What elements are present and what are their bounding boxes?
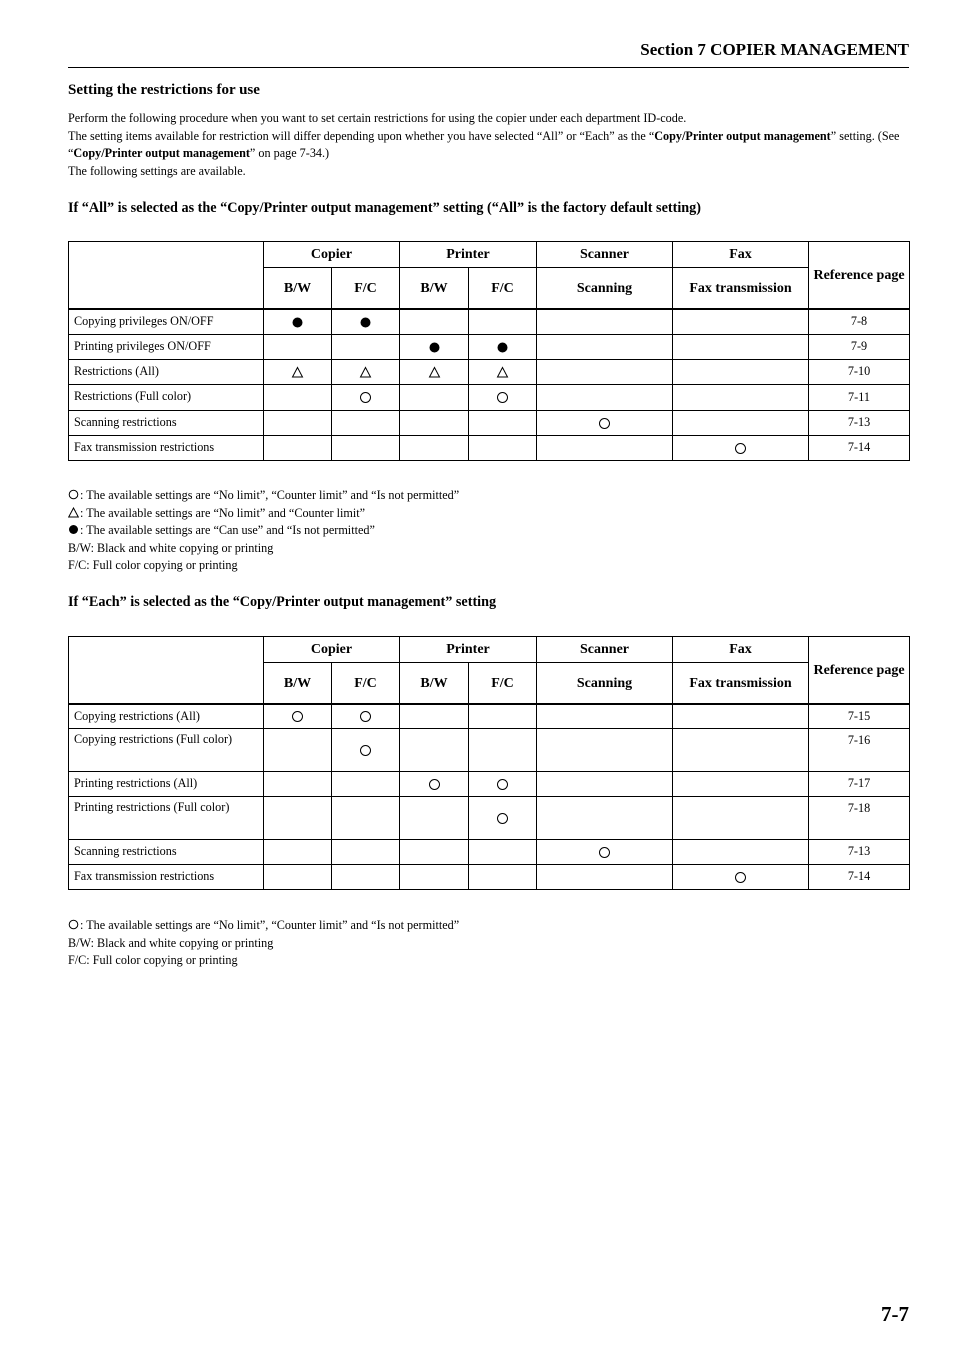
header-rule bbox=[68, 67, 909, 68]
table-row bbox=[69, 839, 910, 864]
cell-scanning bbox=[537, 359, 673, 384]
header-copier-bw: B/W bbox=[264, 663, 332, 705]
cell-fax-transmission bbox=[673, 359, 809, 384]
filled-dot-icon bbox=[359, 316, 372, 329]
cell-printer-bw bbox=[400, 704, 469, 728]
header-copier: Copier bbox=[264, 242, 400, 268]
row-reference-page: 7-16 bbox=[809, 728, 910, 771]
cell-scanning bbox=[537, 771, 673, 796]
legend-fc: F/C: Full color copying or printing bbox=[68, 558, 238, 573]
intro-text bbox=[68, 110, 909, 180]
cell-copier-bw bbox=[264, 359, 332, 384]
row-label: Fax transmission restrictions bbox=[69, 435, 264, 460]
header-copier-fc: F/C bbox=[332, 268, 400, 310]
row-reference-page: 7-13 bbox=[809, 410, 910, 435]
row-reference-page: 7-13 bbox=[809, 839, 910, 864]
header-copier-bw: B/W bbox=[264, 268, 332, 310]
cell-copier-fc bbox=[332, 435, 400, 460]
circle-icon bbox=[496, 391, 509, 404]
row-label: Copying privileges ON/OFF bbox=[69, 309, 264, 334]
cell-scanning bbox=[537, 839, 673, 864]
cell-fax-transmission bbox=[673, 796, 809, 839]
cell-scanning bbox=[537, 334, 673, 359]
row-label: Restrictions (All) bbox=[69, 359, 264, 384]
header-printer-fc: F/C bbox=[469, 268, 537, 310]
row-reference-page: 7-14 bbox=[809, 864, 910, 889]
circle-icon bbox=[734, 442, 747, 455]
legend-each bbox=[68, 917, 459, 970]
header-blank bbox=[69, 242, 264, 310]
cell-copier-fc bbox=[332, 309, 400, 334]
circle-icon bbox=[598, 417, 611, 430]
cell-printer-bw bbox=[400, 771, 469, 796]
legend-dot-text: : The available settings are “Can use” and “Is not permitted” bbox=[80, 523, 375, 538]
row-reference-page: 7-18 bbox=[809, 796, 910, 839]
cell-printer-bw bbox=[400, 359, 469, 384]
cell-printer-bw bbox=[400, 839, 469, 864]
cell-copier-fc bbox=[332, 839, 400, 864]
row-reference-page: 7-14 bbox=[809, 435, 910, 460]
cell-printer-bw bbox=[400, 864, 469, 889]
table-row bbox=[69, 704, 910, 728]
page-subtitle: Setting the restrictions for use bbox=[68, 82, 260, 98]
legend-circle-text: : The available settings are “No limit”, “Counter limit” and “Is not permitted” bbox=[80, 918, 460, 932]
cell-printer-bw bbox=[400, 410, 469, 435]
table-all bbox=[68, 241, 910, 461]
legend-dot bbox=[68, 522, 459, 540]
page-number: 7-7 bbox=[881, 1302, 909, 1326]
intro-line-2-c: ” on page 7-34.) bbox=[249, 146, 330, 161]
table-row bbox=[69, 796, 910, 839]
triangle-icon bbox=[359, 366, 372, 379]
cell-printer-fc bbox=[469, 384, 537, 410]
table-row bbox=[69, 334, 910, 359]
row-label: Copying restrictions (Full color) bbox=[69, 728, 264, 771]
cell-copier-fc bbox=[332, 334, 400, 359]
legend-triangle-text: : The available settings are “No limit” and “Counter limit” bbox=[80, 505, 366, 520]
legend-bw: B/W: Black and white copying or printing bbox=[68, 935, 274, 950]
row-reference-page: 7-9 bbox=[809, 334, 910, 359]
cell-copier-fc bbox=[332, 410, 400, 435]
row-label: Fax transmission restrictions bbox=[69, 864, 264, 889]
cell-printer-bw bbox=[400, 384, 469, 410]
table-each bbox=[68, 636, 910, 890]
intro-bold-1: Copy/Printer output management bbox=[654, 128, 831, 143]
cell-fax-transmission bbox=[673, 839, 809, 864]
header-printer: Printer bbox=[400, 242, 537, 268]
circle-icon bbox=[359, 744, 372, 757]
cell-copier-bw bbox=[264, 384, 332, 410]
row-reference-page: 7-11 bbox=[809, 384, 910, 410]
cell-fax-transmission bbox=[673, 309, 809, 334]
table-row bbox=[69, 359, 910, 384]
row-label: Printing restrictions (Full color) bbox=[69, 796, 264, 839]
intro-line-3: The following settings are available. bbox=[68, 163, 246, 178]
cell-fax-transmission bbox=[673, 771, 809, 796]
cell-printer-bw bbox=[400, 334, 469, 359]
circle-icon bbox=[496, 812, 509, 825]
cell-copier-bw bbox=[264, 771, 332, 796]
header-scanning: Scanning bbox=[537, 268, 673, 310]
cell-scanning bbox=[537, 384, 673, 410]
triangle-icon bbox=[291, 366, 304, 379]
cell-printer-bw bbox=[400, 728, 469, 771]
table-row bbox=[69, 864, 910, 889]
intro-line-2-a: The setting items available for restriction will differ depending upon whether you have selected “All” or “Each” as the “ bbox=[68, 128, 655, 143]
legend-triangle bbox=[68, 505, 459, 523]
triangle-icon bbox=[428, 366, 441, 379]
intro-line-2 bbox=[68, 128, 909, 163]
cell-copier-fc bbox=[332, 704, 400, 728]
cell-printer-fc bbox=[469, 359, 537, 384]
cell-copier-fc bbox=[332, 359, 400, 384]
cell-printer-bw bbox=[400, 309, 469, 334]
cell-printer-fc bbox=[469, 728, 537, 771]
filled-dot-icon bbox=[68, 524, 79, 535]
cell-copier-bw bbox=[264, 435, 332, 460]
header-printer-fc: F/C bbox=[469, 663, 537, 705]
legend-circle bbox=[68, 487, 459, 505]
cell-fax-transmission bbox=[673, 334, 809, 359]
cell-copier-bw bbox=[264, 728, 332, 771]
cell-fax-transmission bbox=[673, 704, 809, 728]
row-label: Restrictions (Full color) bbox=[69, 384, 264, 410]
intro-line-1: Perform the following procedure when you want to set certain restrictions for using the copier under each department ID-code. bbox=[68, 111, 687, 125]
cell-printer-fc bbox=[469, 309, 537, 334]
intro-bold-2: Copy/Printer output management bbox=[73, 146, 250, 161]
row-label: Scanning restrictions bbox=[69, 839, 264, 864]
header-copier: Copier bbox=[264, 637, 400, 663]
legend-circle-text: : The available settings are “No limit”, “Counter limit” and “Is not permitted” bbox=[80, 488, 460, 502]
cell-scanning bbox=[537, 309, 673, 334]
cell-fax-transmission bbox=[673, 384, 809, 410]
cell-scanning bbox=[537, 435, 673, 460]
header-scanner: Scanner bbox=[537, 637, 673, 663]
cell-fax-transmission bbox=[673, 410, 809, 435]
table-row bbox=[69, 771, 910, 796]
circle-icon bbox=[428, 778, 441, 791]
table-row bbox=[69, 728, 910, 771]
cell-printer-fc bbox=[469, 796, 537, 839]
header-blank bbox=[69, 637, 264, 705]
cell-scanning bbox=[537, 796, 673, 839]
row-reference-page: 7-17 bbox=[809, 771, 910, 796]
filled-dot-icon bbox=[428, 341, 441, 354]
circle-icon bbox=[734, 871, 747, 884]
cell-scanning bbox=[537, 864, 673, 889]
table-row bbox=[69, 435, 910, 460]
header-printer: Printer bbox=[400, 637, 537, 663]
legend-bw: B/W: Black and white copying or printing bbox=[68, 540, 274, 555]
header-fax: Fax bbox=[673, 242, 809, 268]
triangle-icon bbox=[496, 366, 509, 379]
cell-printer-fc bbox=[469, 864, 537, 889]
cell-scanning bbox=[537, 410, 673, 435]
row-label: Printing privileges ON/OFF bbox=[69, 334, 264, 359]
table-row bbox=[69, 309, 910, 334]
legend-circle bbox=[68, 917, 459, 935]
circle-icon bbox=[359, 391, 372, 404]
cell-printer-fc bbox=[469, 435, 537, 460]
legend-all bbox=[68, 487, 459, 575]
cell-printer-bw bbox=[400, 435, 469, 460]
cell-fax-transmission bbox=[673, 728, 809, 771]
table-all-body bbox=[69, 309, 910, 460]
row-label: Printing restrictions (All) bbox=[69, 771, 264, 796]
circle-icon bbox=[359, 710, 372, 723]
header-reference-page: Reference page bbox=[809, 242, 910, 310]
cell-printer-fc bbox=[469, 410, 537, 435]
cell-copier-bw bbox=[264, 864, 332, 889]
cell-scanning bbox=[537, 704, 673, 728]
circle-icon bbox=[68, 919, 79, 930]
row-reference-page: 7-15 bbox=[809, 704, 910, 728]
cell-copier-fc bbox=[332, 864, 400, 889]
header-printer-bw: B/W bbox=[400, 663, 469, 705]
row-reference-page: 7-10 bbox=[809, 359, 910, 384]
cell-printer-fc bbox=[469, 334, 537, 359]
table-row bbox=[69, 410, 910, 435]
cell-printer-fc bbox=[469, 839, 537, 864]
row-label: Copying restrictions (All) bbox=[69, 704, 264, 728]
cell-printer-fc bbox=[469, 771, 537, 796]
header-fax-transmission: Fax transmission bbox=[673, 268, 809, 310]
circle-icon bbox=[598, 846, 611, 859]
circle-icon bbox=[496, 778, 509, 791]
table-each-body bbox=[69, 704, 910, 889]
heading-each: If “Each” is selected as the “Copy/Printer output management” setting bbox=[68, 594, 497, 610]
heading-all: If “All” is selected as the “Copy/Printer output management” setting (“All” is the factory default setting) bbox=[68, 200, 701, 216]
cell-copier-fc bbox=[332, 796, 400, 839]
cell-copier-bw bbox=[264, 309, 332, 334]
cell-fax-transmission bbox=[673, 864, 809, 889]
header-printer-bw: B/W bbox=[400, 268, 469, 310]
header-fax-transmission: Fax transmission bbox=[673, 663, 809, 705]
cell-copier-bw bbox=[264, 334, 332, 359]
cell-copier-bw bbox=[264, 704, 332, 728]
cell-copier-fc bbox=[332, 728, 400, 771]
cell-copier-bw bbox=[264, 796, 332, 839]
filled-dot-icon bbox=[496, 341, 509, 354]
intro-line-2-b: ” setting. (See “ bbox=[68, 128, 900, 161]
row-reference-page: 7-8 bbox=[809, 309, 910, 334]
filled-dot-icon bbox=[291, 316, 304, 329]
table-row bbox=[69, 384, 910, 410]
legend-fc: F/C: Full color copying or printing bbox=[68, 953, 238, 968]
cell-copier-bw bbox=[264, 839, 332, 864]
section-header: Section 7 COPIER MANAGEMENT bbox=[640, 40, 909, 59]
cell-printer-fc bbox=[469, 704, 537, 728]
row-label: Scanning restrictions bbox=[69, 410, 264, 435]
header-fax: Fax bbox=[673, 637, 809, 663]
cell-copier-fc bbox=[332, 771, 400, 796]
header-copier-fc: F/C bbox=[332, 663, 400, 705]
circle-icon bbox=[68, 489, 79, 500]
cell-printer-bw bbox=[400, 796, 469, 839]
header-scanner: Scanner bbox=[537, 242, 673, 268]
triangle-icon bbox=[68, 507, 79, 518]
cell-copier-fc bbox=[332, 384, 400, 410]
cell-scanning bbox=[537, 728, 673, 771]
cell-fax-transmission bbox=[673, 435, 809, 460]
header-scanning: Scanning bbox=[537, 663, 673, 705]
header-reference-page: Reference page bbox=[809, 637, 910, 705]
circle-icon bbox=[291, 710, 304, 723]
cell-copier-bw bbox=[264, 410, 332, 435]
